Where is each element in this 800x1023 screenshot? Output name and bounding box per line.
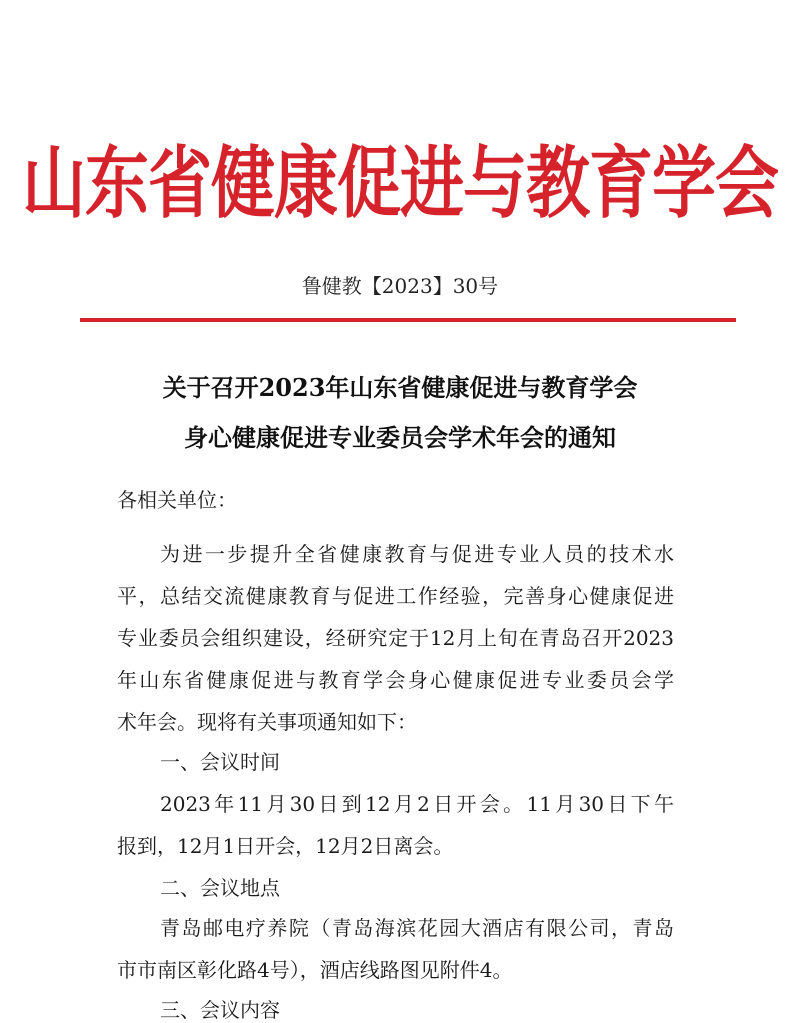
meeting-time-line-1: 2023年11月30日到12月2日开会。11月30日下午	[160, 792, 674, 816]
meeting-venue-line-2: 市市南区彰化路4号），酒店线路图见附件4。	[117, 958, 513, 982]
intro-line-1: 为进一步提升全省健康教育与促进专业人员的技术水	[160, 542, 674, 566]
organization-masthead: 山东省健康促进与教育学会	[22, 139, 778, 230]
meeting-time-line-2: 报到，12月1日开会，12月2日离会。	[117, 834, 454, 858]
red-divider-line	[80, 318, 736, 322]
intro-line-5: 术年会。现将有关事项通知如下：	[117, 710, 417, 734]
meeting-venue-line-1: 青岛邮电疗养院（青岛海滨花园大酒店有限公司，青岛	[160, 916, 674, 940]
intro-line-4: 年山东省健康促进与教育学会身心健康促进专业委员会学	[117, 668, 674, 692]
intro-line-2: 平，总结交流健康教育与促进工作经验，完善身心健康促进	[117, 584, 674, 608]
notice-title-line-1: 关于召开2023年山东省健康促进与教育学会	[162, 373, 638, 402]
section-heading-meeting-time: 一、会议时间	[160, 750, 280, 774]
section-heading-meeting-venue: 二、会议地点	[160, 876, 280, 900]
document-number: 鲁健教【2023】30号	[301, 274, 499, 298]
section-heading-meeting-content: 三、会议内容	[160, 998, 280, 1022]
salutation: 各相关单位：	[117, 488, 237, 512]
intro-line-3: 专业委员会组织建设，经研究定于12月上旬在青岛召开2023	[117, 626, 674, 650]
notice-title-line-2: 身心健康促进专业委员会学术年会的通知	[184, 423, 616, 452]
